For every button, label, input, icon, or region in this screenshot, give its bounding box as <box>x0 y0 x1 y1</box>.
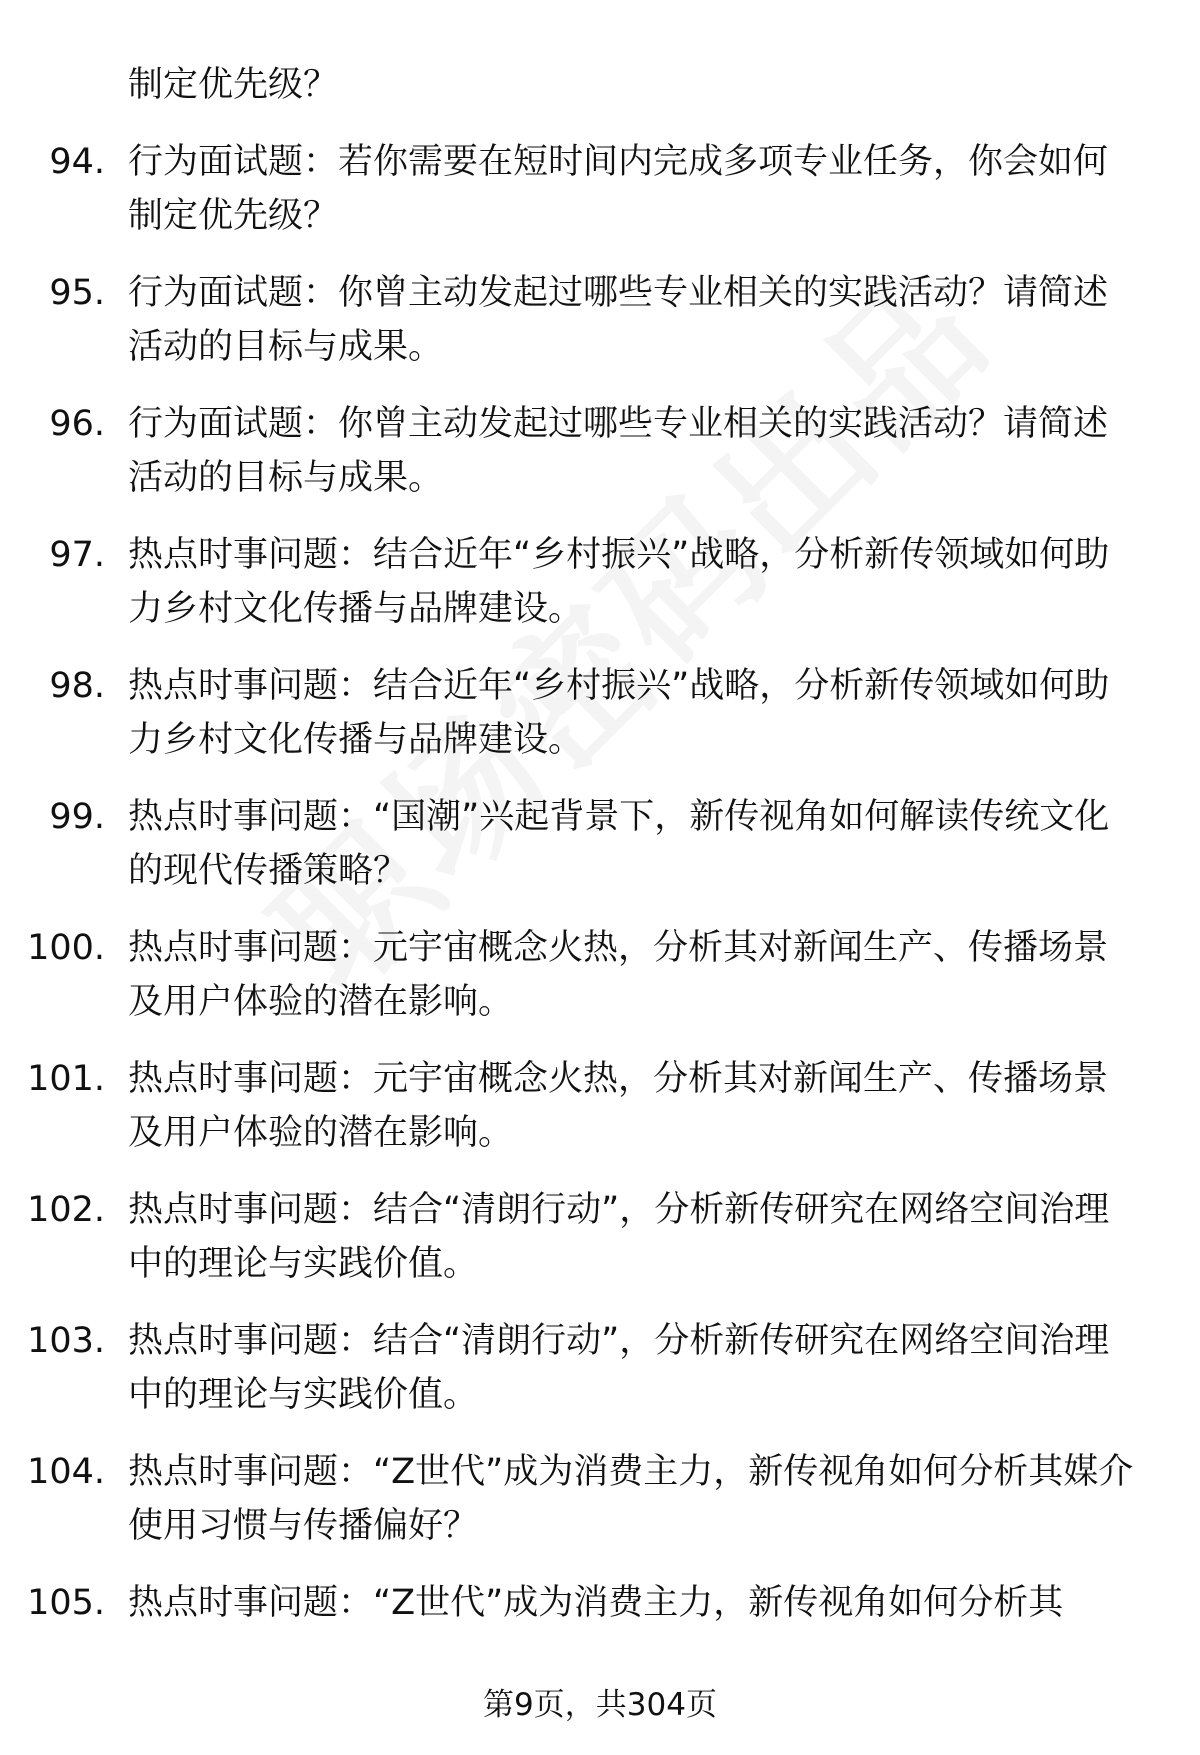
item-text: 热点时事问题：结合近年“乡村振兴”战略，分析新传领域如何助力乡村文化传播与品牌建设。 <box>128 666 1110 760</box>
item-text: 行为面试题：你曾主动发起过哪些专业相关的实践活动？请简述活动的目标与成果。 <box>128 273 1109 367</box>
item-number: 98. <box>49 666 105 706</box>
item-text: 行为面试题：若你需要在短时间内完成多项专业任务，你会如何制定优先级？ <box>128 142 1109 236</box>
item-number: 102. <box>27 1190 105 1230</box>
item-text: 热点时事问题：“Z世代”成为消费主力，新传视角如何分析其媒介使用习惯与传播偏好？ <box>128 1452 1134 1546</box>
item-text: 行为面试题：你曾主动发起过哪些专业相关的实践活动？请简述活动的目标与成果。 <box>128 404 1109 498</box>
item-number: 103. <box>27 1321 105 1361</box>
item-number: 96. <box>49 404 105 444</box>
item-number: 94. <box>49 142 105 182</box>
item-text: 热点时事问题：“Z世代”成为消费主力，新传视角如何分析其 <box>128 1583 1064 1623</box>
item-number: 104. <box>27 1452 105 1492</box>
item-text: 热点时事问题：结合近年“乡村振兴”战略，分析新传领域如何助力乡村文化传播与品牌建设。 <box>128 535 1110 629</box>
item-text: 热点时事问题：结合“清朗行动”，分析新传研究在网络空间治理中的理论与实践价值。 <box>128 1321 1110 1415</box>
continuation-text: 制定优先级？ <box>128 65 339 105</box>
item-number: 95. <box>49 273 105 313</box>
item-number: 100. <box>27 928 105 968</box>
item-number: 99. <box>49 797 105 837</box>
item-number: 101. <box>27 1059 105 1099</box>
page-footer: 第9页，共304页 <box>483 1687 717 1723</box>
item-text: 热点时事问题：结合“清朗行动”，分析新传研究在网络空间治理中的理论与实践价值。 <box>128 1190 1110 1284</box>
item-number: 105. <box>27 1583 105 1623</box>
item-text: 热点时事问题：元宇宙概念火热，分析其对新闻生产、传播场景及用户体验的潜在影响。 <box>128 1059 1109 1153</box>
item-number: 97. <box>49 535 105 575</box>
item-text: 热点时事问题：元宇宙概念火热，分析其对新闻生产、传播场景及用户体验的潜在影响。 <box>128 928 1109 1022</box>
item-text: 热点时事问题：“国潮”兴起背景下，新传视角如何解读传统文化的现代传播策略？ <box>128 797 1110 891</box>
